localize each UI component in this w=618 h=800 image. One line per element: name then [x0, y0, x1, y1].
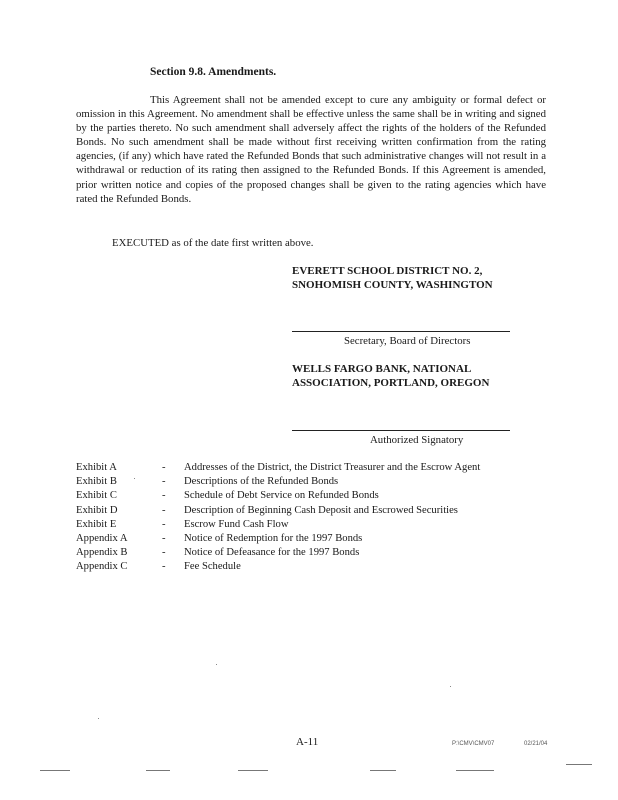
signatory-block-district: [292, 264, 532, 292]
exhibit-description: Schedule of Debt Service on Refunded Bonds: [184, 490, 379, 502]
amendments-paragraph: This Agreement shall not be amended except to cure any ambiguity or formal defect or omission in this Agreement. No amendment shall be effective unless the same shall be in writing and signed by the parties thereto. No such amendment shall adversely affect the rights of the holders of the Refunded Bonds. No such amendment shall be made without first receiving written confirmation from the rating agencies, (if any) which have rated the Refunded Bonds that such administrative changes will not result in a withdrawal or reduction of its rating then assigned to the Refunded Bonds. If this Agreement is amended, prior written notice and copies of the proposed changes shall be given to the rating agencies which have rated the Refunded Bonds.: [76, 94, 546, 205]
exhibit-description: Descriptions of the Refunded Bonds: [184, 476, 339, 488]
exhibit-dash: -: [162, 532, 166, 544]
exhibit-row: [76, 518, 556, 532]
exhibit-row: [76, 560, 556, 574]
signatory-name-line2: SNOHOMISH COUNTY, WASHINGTON: [292, 279, 493, 291]
exhibit-dash: -: [162, 504, 166, 516]
document-date: 02/21/04: [524, 741, 548, 747]
exhibit-dash: -: [162, 518, 166, 530]
scan-speck: [216, 664, 217, 665]
scan-mark: [456, 770, 494, 771]
exhibit-label: Exhibit E: [76, 518, 117, 530]
exhibit-label: Exhibit D: [76, 504, 118, 516]
scan-mark: [146, 770, 170, 771]
exhibit-dash: -: [162, 462, 166, 473]
scan-speck: [450, 686, 451, 687]
exhibit-row: [76, 461, 556, 475]
exhibit-dash: -: [162, 490, 166, 502]
exhibit-description: Description of Beginning Cash Deposit and Escrowed Securities: [184, 504, 458, 516]
exhibit-row: [76, 546, 556, 560]
exhibit-description: Addresses of the District, the District Treasurer and the Escrow Agent: [184, 462, 481, 473]
exhibit-label: Exhibit B: [76, 476, 117, 488]
exhibit-description: Notice of Redemption for the 1997 Bonds: [184, 532, 363, 544]
signature-line-bank: [292, 430, 510, 431]
exhibit-label: Appendix B: [76, 547, 128, 559]
signatory-name-line1: WELLS FARGO BANK, NATIONAL: [292, 363, 472, 375]
exhibit-row: [76, 532, 556, 546]
exhibit-dash: -: [162, 561, 166, 573]
exhibit-dash: -: [162, 476, 166, 488]
exhibit-list: [76, 461, 556, 575]
scan-mark: [238, 770, 268, 771]
signatory-block-bank: [292, 362, 532, 390]
executed-statement: EXECUTED as of the date first written above.: [112, 237, 314, 249]
exhibit-row: [76, 489, 556, 503]
page-number: A-11: [296, 736, 319, 748]
signatory-name: [292, 362, 532, 390]
exhibit-label: Appendix A: [76, 532, 128, 544]
document-code: P:\CMV\CMV07: [452, 741, 495, 747]
signatory-name-line2: ASSOCIATION, PORTLAND, OREGON: [292, 377, 490, 389]
section-heading: Section 9.8. Amendments.: [150, 66, 277, 78]
scan-mark: [566, 764, 592, 765]
exhibit-row: [76, 504, 556, 518]
signatory-name: [292, 264, 532, 292]
signature-line-district: [292, 331, 510, 332]
signature-caption-district: Secretary, Board of Directors: [344, 335, 471, 347]
exhibit-label: Exhibit C: [76, 490, 117, 502]
exhibit-label: Appendix C: [76, 561, 128, 573]
scan-speck: [98, 718, 99, 719]
signatory-name-line1: EVERETT SCHOOL DISTRICT NO. 2,: [292, 265, 483, 277]
scan-speck: [134, 478, 135, 479]
exhibit-row: [76, 475, 556, 489]
exhibit-dash: -: [162, 547, 166, 559]
exhibit-description: Escrow Fund Cash Flow: [184, 518, 289, 530]
exhibit-description: Fee Schedule: [184, 561, 241, 573]
exhibit-description: Notice of Defeasance for the 1997 Bonds: [184, 547, 360, 559]
signature-caption-bank: Authorized Signatory: [370, 434, 464, 446]
scan-mark: [40, 770, 70, 771]
exhibit-label: Exhibit A: [76, 462, 117, 473]
scan-mark: [370, 770, 396, 771]
